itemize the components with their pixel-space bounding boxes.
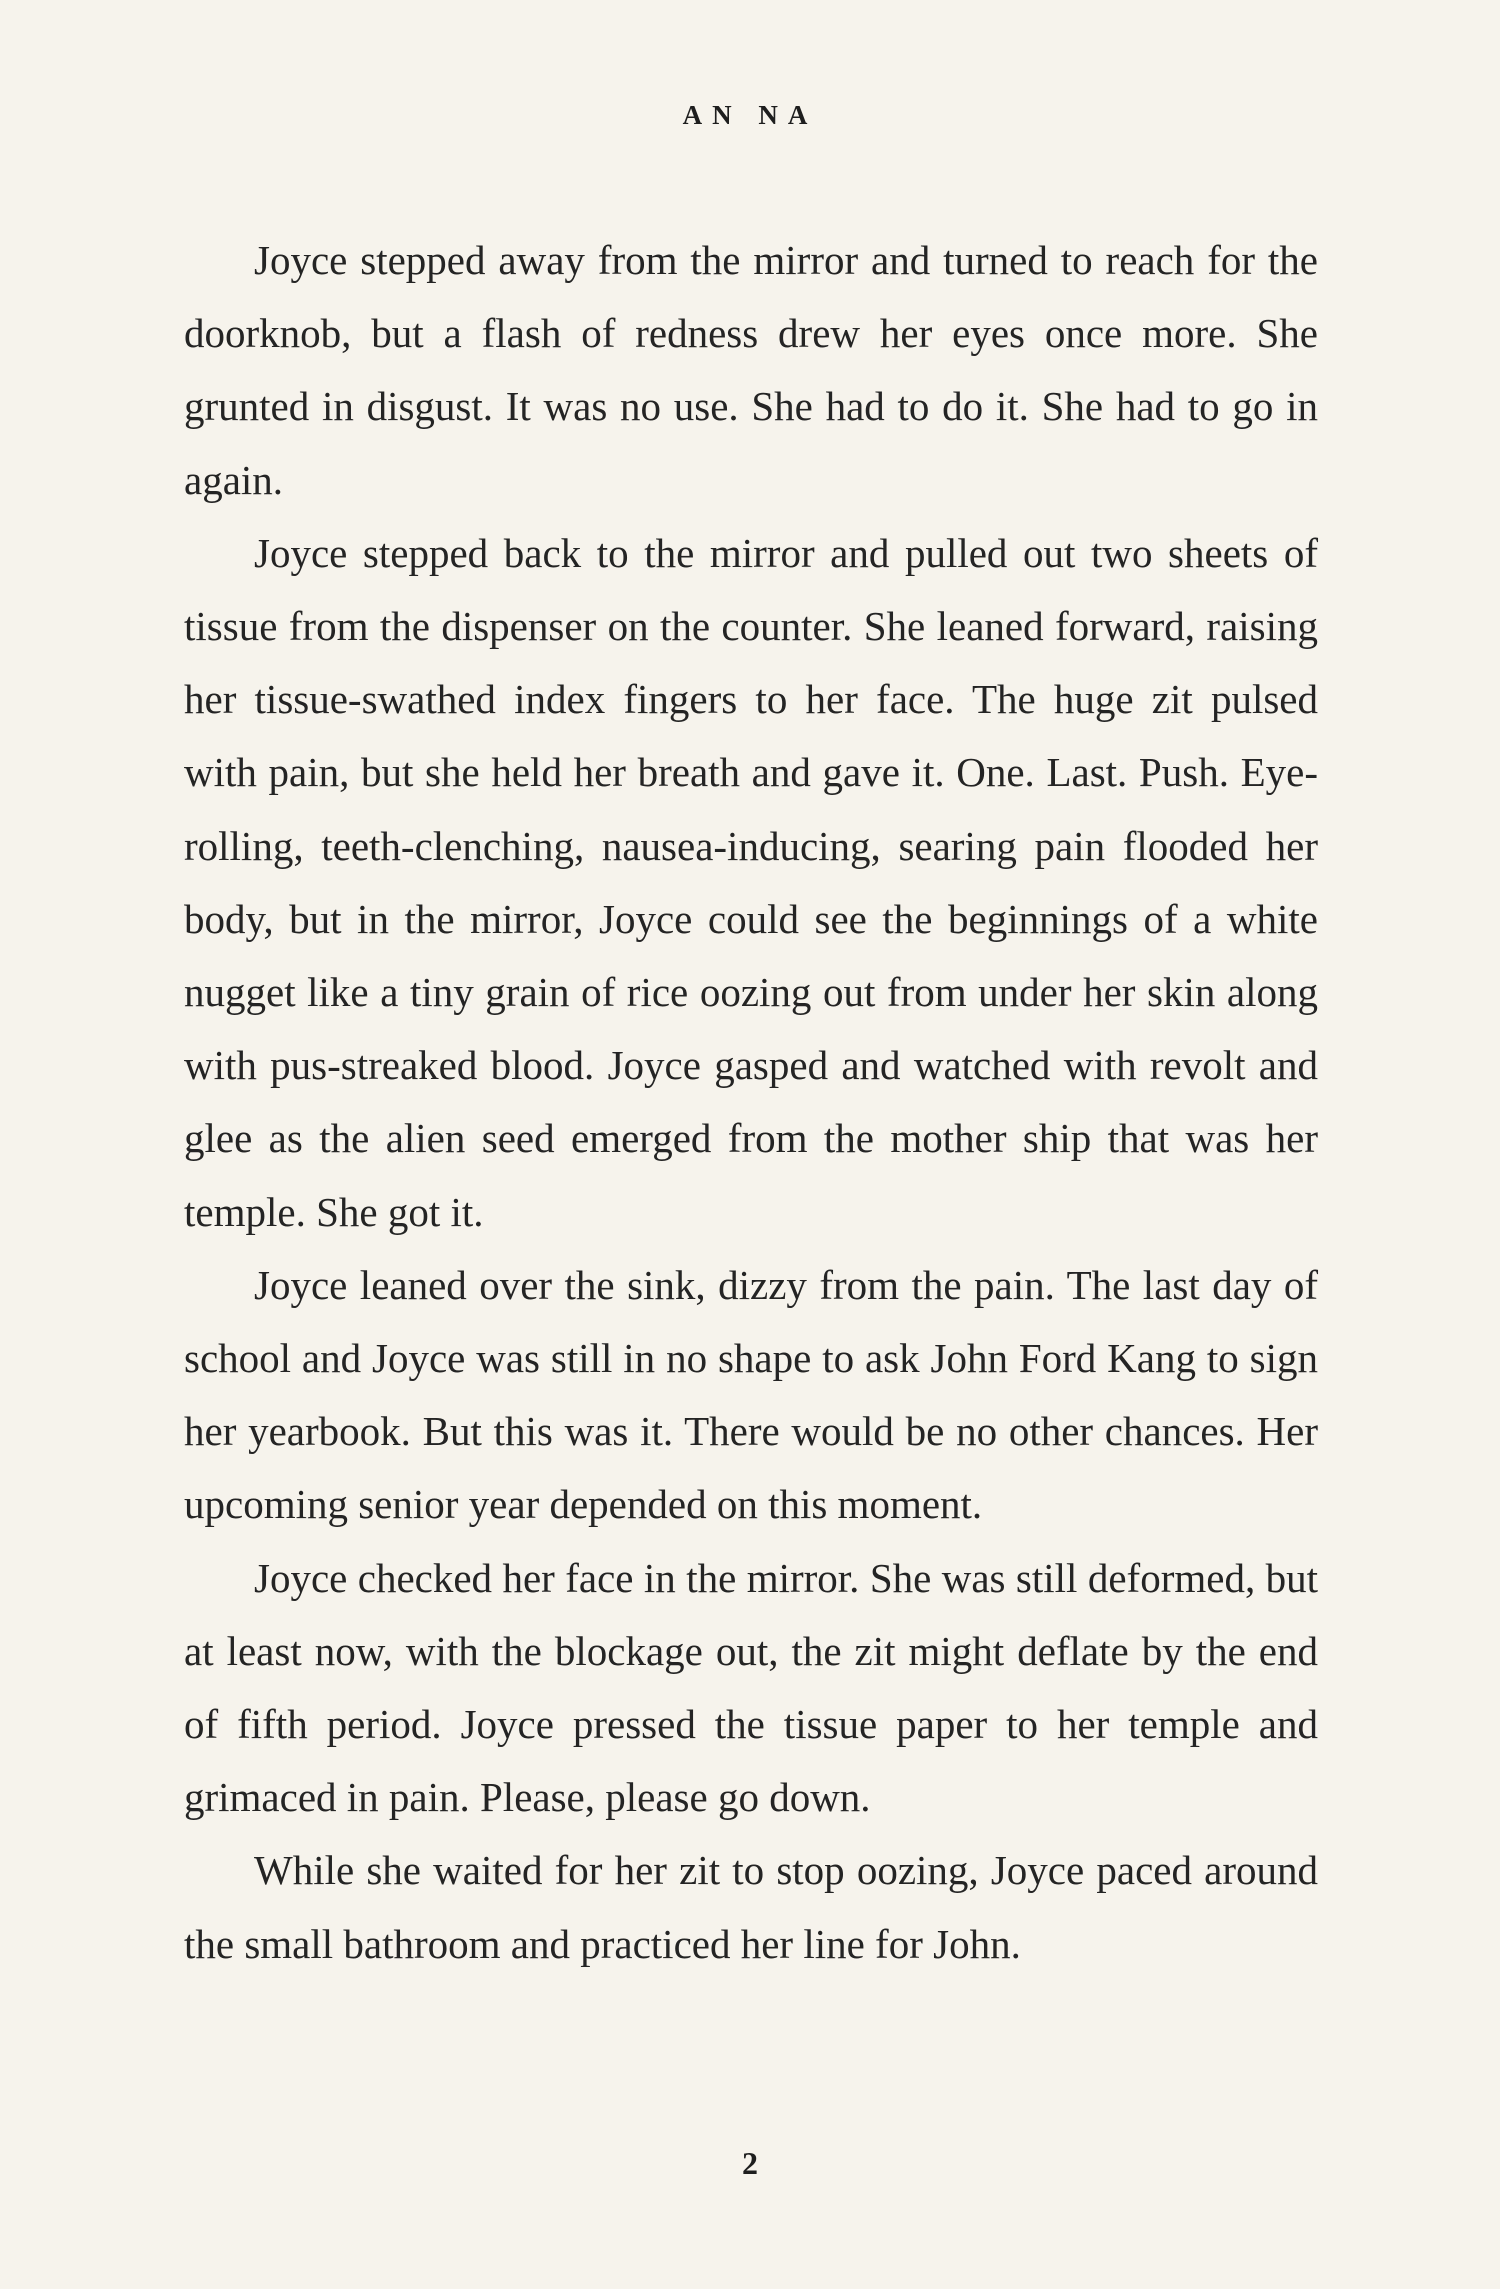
running-head: AN NA	[682, 100, 818, 130]
page-number: 2	[742, 2145, 758, 2181]
paragraph: Joyce checked her face in the mirror. She was still deformed, but at least now, with the blockage out, the zit might deflate by the end of fifth period. Joyce pressed the tissue paper to her temple and grimaced in pain. Please, please go down.	[184, 1554, 1318, 1821]
paragraph: While she waited for her zit to stop oozing, Joyce paced around the small bathroom and practiced her line for John.	[184, 1847, 1318, 1967]
paragraph: Joyce leaned over the sink, dizzy from the pain. The last day of school and Joyce was still in no shape to ask John Ford Kang to sign her yearbook. But this was it. There would be no other chances. Her upcoming senior year depended on this moment.	[184, 1261, 1318, 1528]
paragraph: Joyce stepped away from the mirror and turned to reach for the doorknob, but a flash of redness drew her eyes once more. She grunted in disgust. It was no use. She had to do it. She had to go in again.	[184, 237, 1318, 503]
body-text	[184, 224, 1318, 1981]
paragraph: Joyce stepped back to the mirror and pulled out two sheets of tissue from the dispenser on the counter. She leaned forward, raising her tissue-swathed index fingers to her face. The huge zit pulsed with pain, but she held her breath and gave it. One. Last. Push. Eye-rolling, teeth-clenching, nausea-inducing, searing pain flooded her body, but in the mirror, Joyce could see the beginnings of a white nugget like a tiny grain of rice oozing out from under her skin along with pus-streaked blood. Joyce gasped and watched with revolt and glee as the alien seed emerged from the mother ship that was her temple. She got it.	[184, 529, 1318, 1235]
